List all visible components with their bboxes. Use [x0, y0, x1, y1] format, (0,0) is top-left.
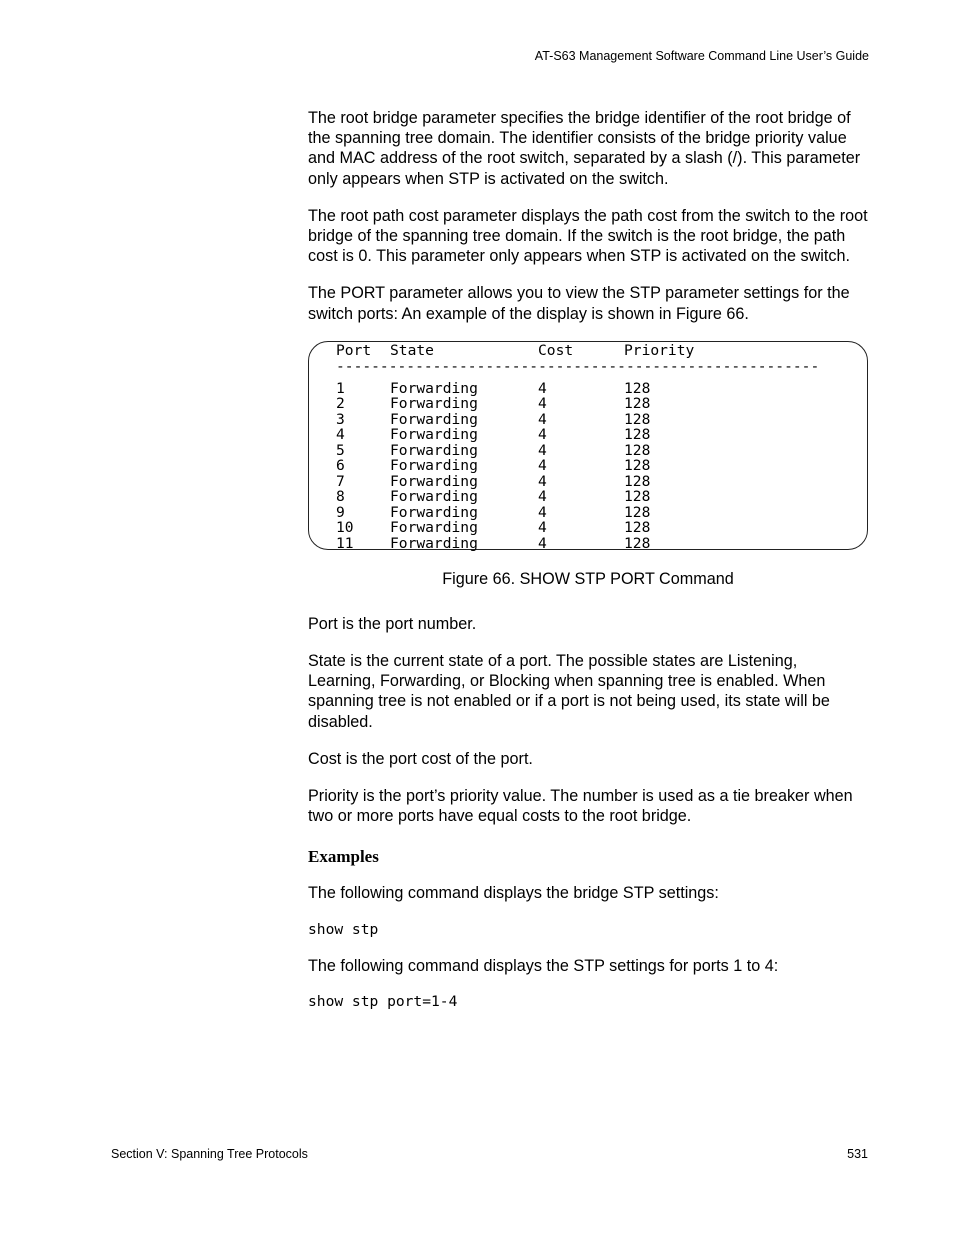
cell-state: Forwarding: [390, 457, 478, 475]
example-intro-1: The following command displays the bridge STP settings:: [308, 884, 719, 903]
figure-row: [336, 412, 867, 428]
figure-row: [336, 474, 867, 490]
figure-row: [336, 381, 867, 397]
cell-state: Forwarding: [390, 534, 478, 552]
figure-row: [336, 396, 867, 412]
paragraph-cost: Cost is the port cost of the port.: [308, 749, 533, 768]
figure-header-row: [336, 343, 867, 359]
cell-priority: 128: [624, 457, 651, 475]
cell-state: Forwarding: [390, 441, 478, 459]
paragraph-priority: Priority is the port’s priority value. The number is used as a tie breaker when two or more ports have equal costs to the root bridge.: [308, 787, 853, 826]
paragraph-root-path-cost: The root path cost parameter displays the path cost from the switch to the root bridge of the spanning tree domain. If the switch is the root bridge, the path cost is 0. This parameter only appears when STP is activated on the switch.: [308, 206, 868, 266]
paragraph-port: Port is the port number.: [308, 614, 477, 633]
cell-priority: 128: [624, 519, 651, 537]
cell-cost: 4: [538, 457, 547, 475]
figure-row: [336, 505, 867, 521]
paragraph-state: State is the current state of a port. The possible states are Listening, Learning, Forwarding, or Blocking when spanning tree is enabled. When spanning tree is not enabled or if a port is not being used, its state will be disabled.: [308, 652, 830, 731]
cell-port: 6: [336, 457, 345, 475]
cell-priority: 128: [624, 503, 651, 521]
cell-state: Forwarding: [390, 488, 478, 506]
cell-cost: 4: [538, 379, 547, 397]
cell-priority: 128: [624, 379, 651, 397]
examples-heading: Examples: [308, 847, 379, 867]
cell-priority: 128: [624, 441, 651, 459]
header-priority: Priority: [624, 341, 695, 359]
cell-cost: 4: [538, 519, 547, 537]
cell-cost: 4: [538, 472, 547, 490]
figure-row: [336, 489, 867, 505]
cell-cost: 4: [538, 426, 547, 444]
figure-row: [336, 458, 867, 474]
example-command-2: show stp port=1-4: [308, 992, 458, 1010]
example-command-1: show stp: [308, 920, 379, 938]
cell-priority: 128: [624, 410, 651, 428]
footer-section: Section V: Spanning Tree Protocols: [111, 1147, 308, 1161]
header-cost: Cost: [538, 341, 574, 359]
cell-port: 2: [336, 395, 345, 413]
cell-port: 7: [336, 472, 345, 490]
cell-state: Forwarding: [390, 472, 478, 490]
cell-priority: 128: [624, 426, 651, 444]
figure-rows: [336, 381, 867, 552]
cell-port: 1: [336, 379, 345, 397]
page-content: [308, 108, 868, 1028]
cell-state: Forwarding: [390, 503, 478, 521]
figure-66-display: [308, 341, 868, 550]
figure-rule: -------------------------------------------------------: [336, 358, 820, 376]
cell-cost: 4: [538, 503, 547, 521]
running-header: AT-S63 Management Software Command Line User’s Guide: [534, 49, 869, 63]
cell-state: Forwarding: [390, 410, 478, 428]
figure-row: [336, 427, 867, 443]
example-intro-2: The following command displays the STP settings for ports 1 to 4:: [308, 956, 779, 975]
cell-state: Forwarding: [390, 426, 478, 444]
header-state: State: [390, 341, 434, 359]
cell-port: 5: [336, 441, 345, 459]
figure-row: [336, 536, 867, 552]
cell-cost: 4: [538, 534, 547, 552]
cell-state: Forwarding: [390, 519, 478, 537]
header-port: Port: [336, 341, 372, 359]
cell-port: 9: [336, 503, 345, 521]
cell-cost: 4: [538, 441, 547, 459]
cell-port: 11: [336, 534, 354, 552]
figure-row: [336, 520, 867, 536]
cell-port: 3: [336, 410, 345, 428]
paragraph-port-parameter: The PORT parameter allows you to view the STP parameter settings for the switch ports: An example of the display is shown in Figure 66.: [308, 284, 850, 323]
cell-cost: 4: [538, 410, 547, 428]
cell-priority: 128: [624, 488, 651, 506]
cell-state: Forwarding: [390, 379, 478, 397]
figure-row: [336, 443, 867, 459]
cell-port: 8: [336, 488, 345, 506]
paragraph-root-bridge: The root bridge parameter specifies the bridge identifier of the root bridge of the spanning tree domain. The identifier consists of the bridge priority value and MAC address of the root switch, separated by a slash (/). This parameter only appears when STP is activated on the switch.: [308, 109, 861, 188]
cell-priority: 128: [624, 534, 651, 552]
figure-caption: Figure 66. SHOW STP PORT Command: [442, 569, 734, 588]
page-number: 531: [847, 1147, 868, 1161]
cell-priority: 128: [624, 395, 651, 413]
cell-priority: 128: [624, 472, 651, 490]
cell-cost: 4: [538, 488, 547, 506]
cell-port: 4: [336, 426, 345, 444]
cell-state: Forwarding: [390, 395, 478, 413]
cell-cost: 4: [538, 395, 547, 413]
cell-port: 10: [336, 519, 354, 537]
